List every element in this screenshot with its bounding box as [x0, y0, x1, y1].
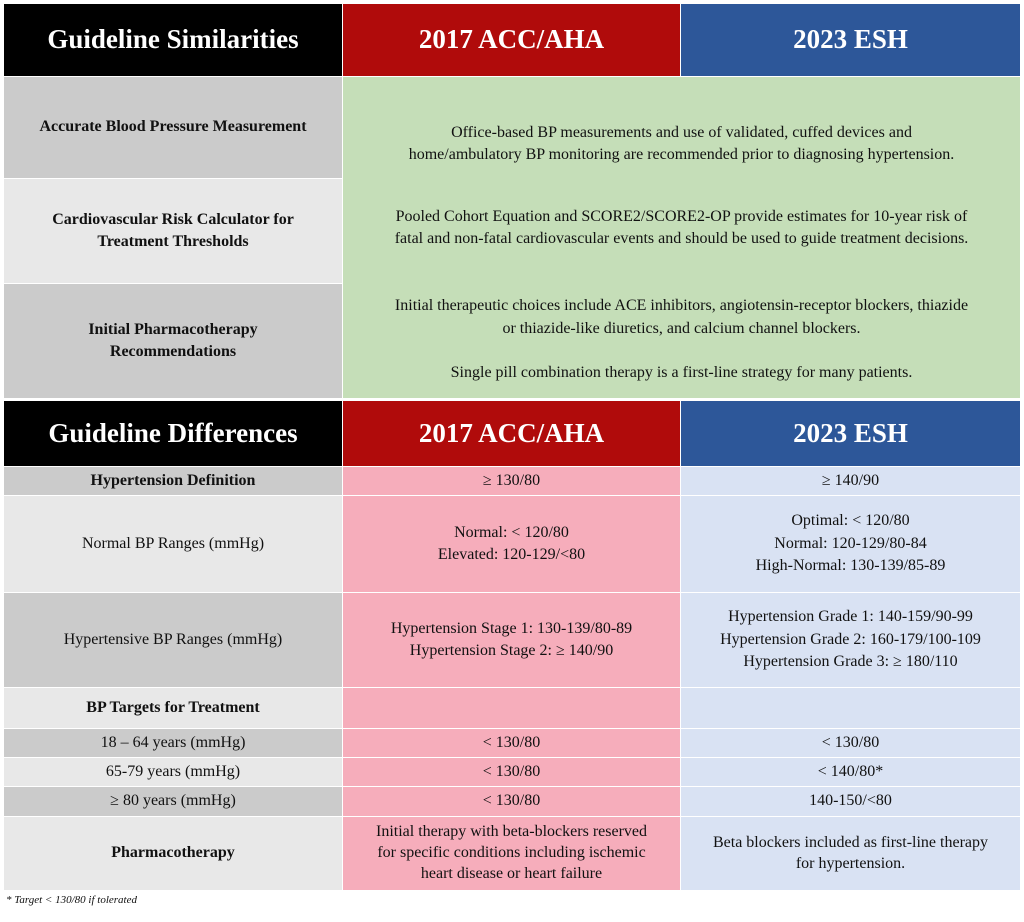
differences-title-text: Guideline Differences: [48, 417, 298, 448]
label-text: Pharmacotherapy: [111, 844, 235, 862]
acc-normal-bp-ranges: [343, 496, 680, 592]
acc-pharmacotherapy: [343, 817, 680, 890]
similarity-text-measurement: [343, 77, 1020, 211]
label-text: Hypertension Definition: [90, 471, 256, 489]
differences-acc-header-text: 2017 ACC/AHA: [418, 417, 605, 448]
similarity-line: Office-based BP measurements and use of validated, cuffed devices and: [451, 123, 912, 141]
value-line: Normal: 120-129/80-84: [774, 534, 927, 552]
label-text: Accurate Blood Pressure Measurement: [39, 118, 307, 136]
similarity-line: home/ambulatory BP monitoring are recommended prior to diagnosing hypertension.: [408, 146, 955, 163]
label-text: Hypertensive BP Ranges (mmHg): [63, 630, 283, 648]
value-line: Hypertension Grade 3: ≥ 180/110: [743, 653, 958, 671]
value-line: < 130/80: [482, 792, 541, 810]
similarities-acc-header-text: 2017 ACC/AHA: [418, 24, 605, 55]
value-line: for hypertension.: [795, 854, 906, 872]
label-text: BP Targets for Treatment: [86, 698, 260, 716]
label-age-65-79: [4, 758, 342, 786]
label-hypertensive-bp-ranges: [4, 593, 342, 687]
value-line: High-Normal: 130-139/85-89: [755, 557, 946, 575]
esh-age-80-plus: [681, 787, 1020, 816]
differences-esh-header-text: 2023 ESH: [793, 417, 908, 448]
similarity-line: Pooled Cohort Equation and SCORE2/SCORE2-OP provide estimates for 10-year risk of: [395, 207, 968, 225]
similarities-esh-header-text: 2023 ESH: [793, 24, 908, 55]
value-line: < 130/80: [482, 733, 541, 751]
label-text: Normal BP Ranges (mmHg): [81, 534, 265, 552]
value-line: for specific conditions including ischemic: [377, 844, 646, 862]
value-line: < 130/80: [482, 762, 541, 780]
label-line: Recommendations: [109, 343, 237, 360]
differences-title: [4, 401, 342, 466]
value-line: Hypertension Stage 2: ≥ 140/90: [409, 642, 614, 659]
value-line: Normal: < 120/80: [454, 523, 569, 541]
differences-esh-header: [681, 401, 1020, 466]
esh-normal-bp-ranges: [681, 496, 1020, 592]
value-line: Hypertension Grade 2: 160-179/100-109: [720, 630, 981, 648]
similarity-text-pharmacotherapy: [343, 284, 1020, 396]
footnote: * Target < 130/80 if tolerated: [6, 894, 137, 906]
acc-age-65-79: [343, 758, 680, 786]
value-line: Hypertension Grade 1: 140-159/90-99: [728, 608, 973, 626]
value-line: < 130/80: [821, 733, 880, 751]
differences-acc-header: [343, 401, 680, 466]
label-cv-risk-calculator: [4, 179, 342, 283]
similarities-title: [4, 4, 342, 76]
label-accurate-bp-measurement: [4, 77, 342, 178]
label-text: 65-79 years (mmHg): [105, 762, 241, 780]
label-age-18-64: [4, 729, 342, 757]
label-line: Treatment Thresholds: [97, 233, 249, 250]
label-line: Initial Pharmacotherapy: [88, 320, 258, 338]
esh-hypertension-definition: [681, 467, 1020, 495]
acc-bp-targets-empty: [343, 688, 680, 728]
similarity-line: Initial therapeutic choices include ACE inhibitors, angiotensin-receptor blockers, thiazide: [394, 297, 969, 315]
esh-age-18-64: [681, 729, 1020, 757]
acc-hypertensive-bp-ranges: [343, 593, 680, 687]
label-normal-bp-ranges: [4, 496, 342, 592]
esh-bp-targets-empty: [681, 688, 1020, 728]
label-bp-targets: [4, 688, 342, 728]
label-text: 18 – 64 years (mmHg): [100, 733, 246, 751]
value-line: Hypertension Stage 1: 130-139/80-89: [390, 619, 633, 637]
value-line: Elevated: 120-129/<80: [437, 546, 586, 563]
acc-hypertension-definition: [343, 467, 680, 495]
label-hypertension-definition: [4, 467, 342, 495]
value-line: ≥ 140/90: [821, 471, 880, 489]
similarities-shared-panel: [343, 77, 1020, 398]
value-line: heart disease or heart failure: [420, 864, 603, 882]
label-age-80-plus: [4, 787, 342, 816]
esh-hypertensive-bp-ranges: [681, 593, 1020, 687]
similarity-line: Single pill combination therapy is a first-line strategy for many patients.: [450, 364, 913, 382]
label-line: Cardiovascular Risk Calculator for: [52, 210, 294, 228]
value-line: Initial therapy with beta-blockers reserved: [376, 823, 647, 841]
value-line: 140-150/<80: [809, 792, 892, 810]
similarity-line: fatal and non-fatal cardiovascular events and should be used to guide treatment decisions.: [394, 230, 969, 247]
label-text: ≥ 80 years (mmHg): [110, 792, 236, 810]
label-initial-pharmacotherapy: [4, 284, 342, 398]
similarities-title-text: Guideline Similarities: [47, 24, 299, 55]
similarities-esh-header: [681, 4, 1020, 76]
esh-age-65-79: [681, 758, 1020, 786]
label-pharmacotherapy: [4, 817, 342, 890]
acc-age-18-64: [343, 729, 680, 757]
esh-pharmacotherapy: [681, 817, 1020, 890]
value-line: ≥ 130/80: [482, 471, 541, 489]
similarity-line: or thiazide-like diuretics, and calcium channel blockers.: [502, 319, 861, 337]
value-line: Beta blockers included as first-line therapy: [712, 833, 988, 851]
similarity-text-risk: [343, 195, 1020, 261]
value-line: Optimal: < 120/80: [791, 512, 910, 530]
acc-age-80-plus: [343, 787, 680, 816]
similarities-acc-header: [343, 4, 680, 76]
value-line: < 140/80*: [817, 762, 884, 780]
